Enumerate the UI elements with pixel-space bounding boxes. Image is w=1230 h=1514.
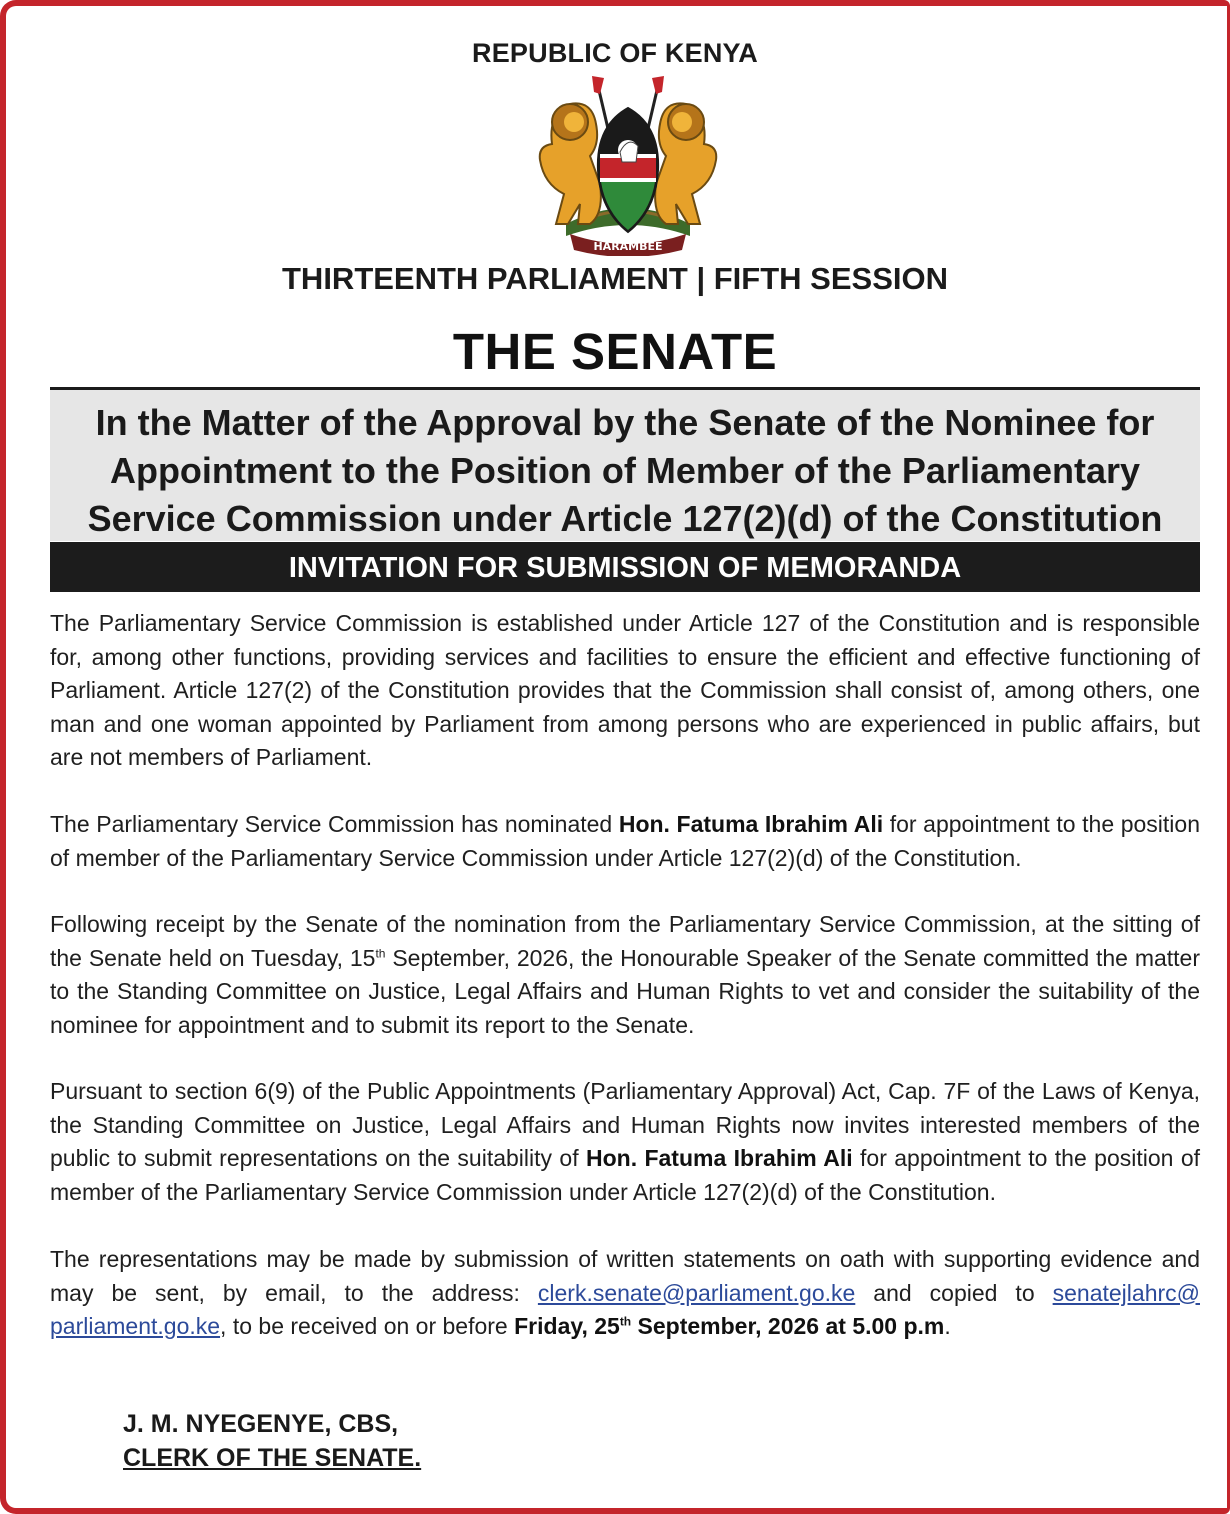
deadline-time: September, 2026 at 5.00 p.m (631, 1313, 945, 1339)
nominee-name-repeat: Hon. Fatuma Ibrahim Ali (585, 1145, 853, 1171)
clerk-email-link[interactable]: clerk.senate@parliament.go.ke (537, 1279, 856, 1306)
motto-text: HARAMBEE (593, 240, 663, 253)
paragraph-nomination (50, 808, 1200, 875)
paragraph-submission (50, 1243, 1200, 1344)
paragraph-committal (50, 908, 1200, 1042)
matter-line-2: Appointment to the Position of Member of the Parliamentary (109, 450, 1141, 491)
paragraph-invitation (50, 1075, 1200, 1209)
country-heading: REPUBLIC OF KENYA (472, 38, 758, 68)
deadline (514, 1313, 944, 1339)
paragraph-submission-start: The representations may be made by submission of written statements on oath with supporting evidence and may be sent, by email, to the address: (50, 1246, 1200, 1306)
paragraph-nomination-start: The Parliamentary Service Commission has nominated (50, 811, 619, 837)
paragraph-nomination-end: for appointment to the position of member of the Parliamentary Service Commission under Article 127(2)(d) of the Constitution. (50, 811, 1201, 871)
deadline-day: Friday, 25 (514, 1313, 620, 1339)
invitation-bar: INVITATION FOR SUBMISSION OF MEMORANDA (50, 542, 1200, 592)
coat-of-arms-icon (530, 74, 726, 256)
session-heading: THIRTEENTH PARLIAMENT | FIFTH SESSION (282, 261, 948, 296)
signatory-name: J. M. NYEGENYE, CBS, (123, 1410, 399, 1438)
ordinal-suffix: th (375, 945, 386, 960)
signatory-title: CLERK OF THE SENATE. (123, 1444, 422, 1472)
paragraph-committal-start: Following receipt by the Senate of the nomination from the Parliamentary Service Commission, at the sitting of the Senate held on Tuesday, 15 (50, 911, 1200, 971)
paragraph-submission-deadline-lead: , to be received on or before (220, 1313, 515, 1339)
matter-line-3: Service Commission under Article 127(2)(d) of the Constitution (87, 498, 1163, 539)
paragraph-submission-copied: and copied to (855, 1279, 1053, 1306)
nominee-name: Hon. Fatuma Ibrahim Ali (618, 811, 884, 837)
paragraph-invitation-start: Pursuant to section 6(9) of the Public Appointments (Parliamentary Approval) Act, Cap. 7F of the Laws of Kenya, the Standing Committee on Justice, Legal Affairs and Human Rights now invites interested members of the public to submit representations on the suitability of (50, 1078, 1200, 1171)
paragraph-committal-end: September, 2026, the Honourable Speaker of the Senate committed the matter to the Standing Committee on Justice, Legal Affairs and Human Rights to vet and consider the suitability of the nominee for appointment and to submit its report to the Senate. (50, 944, 1200, 1038)
matter-line-1: In the Matter of the Approval by the Senate of the Nominee for (95, 402, 1155, 443)
paragraph-invitation-end: for appointment to the position of member of the Parliamentary Service Commission under Article 127(2)(d) of the Constitution. (50, 1145, 1200, 1205)
senate-heading: THE SENATE (452, 323, 778, 380)
paragraph-submission-end: . (944, 1313, 951, 1339)
paragraph-commission: The Parliamentary Service Commission is established under Article 127 of the Constitution and is responsible for, among other functions, providing services and facilities to ensure the efficient and effective functioning of Parliament. Article 127(2) of the Constitution provides that the Commission shall consist of, among others, one man and one woman appointed by Parliament from among persons who are experienced in public affairs, but are not members of Parliament. (50, 610, 1200, 770)
deadline-ordinal: th (619, 1314, 632, 1329)
committee-email-link[interactable]: senatejlahrc@ parliament.go.ke (50, 1279, 1200, 1339)
matter-title-box (50, 387, 1200, 541)
matter-title (50, 399, 1200, 543)
